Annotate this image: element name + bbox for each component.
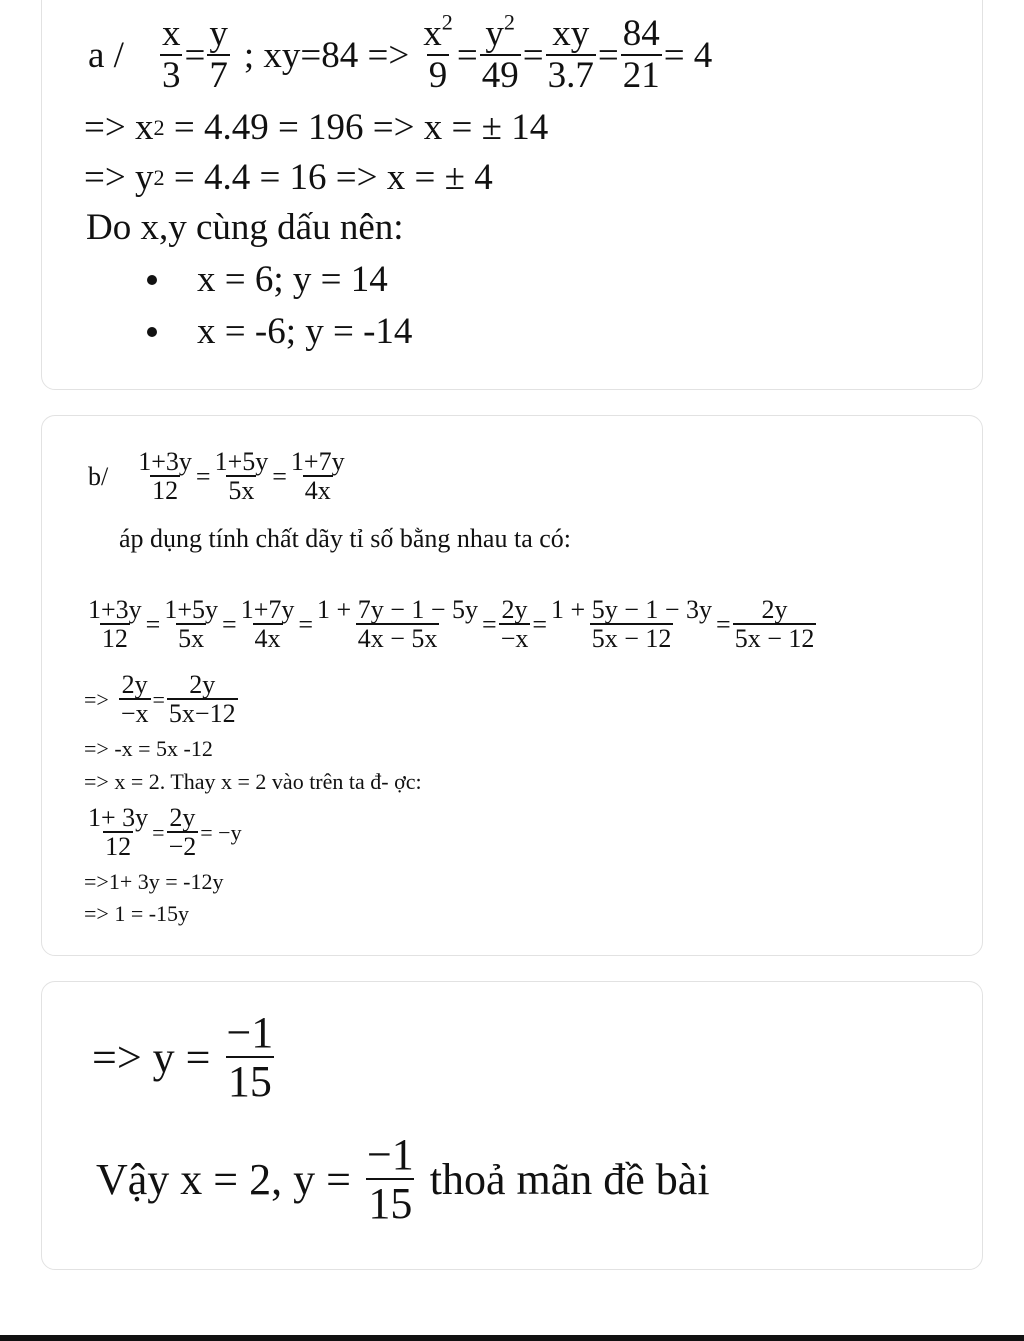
part-c-line-1: => y = $\frac{-1}{15}$: [92, 1008, 274, 1107]
fraction: $\frac{2y}{-x}$: [500, 595, 529, 654]
list-item: x = 6; y = 14: [147, 261, 388, 298]
fraction: $\frac{1+3y}{12}$: [88, 595, 142, 654]
part-b-header: b/ $\frac{1+3y}{12}$ = $\frac{1+5y}{5x}$ = $\frac{1+7y}{4x}$: [88, 447, 345, 506]
list-item: x = -6; y = -14: [147, 313, 412, 350]
fraction: $\frac{xy}{3.7}$: [547, 13, 594, 96]
fraction: $\frac{x}{3}$: [161, 13, 181, 96]
part-c-card: [41, 981, 983, 1270]
part-b-step-6: => 1 = -15y: [84, 901, 190, 926]
fraction: $\frac{1+ 3y}{12}$: [88, 803, 149, 862]
fraction: $\frac{2y}{5x - 12}$: [734, 595, 815, 654]
part-b-step-5: =>1+ 3y = -12y: [84, 869, 224, 894]
fraction: $\frac{1+5y}{5x}$: [214, 447, 269, 506]
fraction: $\frac{-1}{15}$: [366, 1130, 414, 1229]
fraction: $\frac{2y}{5x-12}$: [168, 670, 236, 729]
fraction: $\frac{2y}{-2}$: [168, 803, 197, 862]
part-b-step-2: => -x = 5x -12: [84, 736, 213, 761]
part-a-line-2: => x 2 = 4.49 = 196 => x = ± 14: [84, 107, 549, 148]
part-a-conclusion: Do x,y cùng dấu nên:: [86, 207, 404, 248]
part-b-note: áp dụng tính chất dãy tỉ số bằng nhau ta có:: [119, 524, 572, 553]
fraction: $\frac{y^2}{49}$: [481, 9, 519, 96]
bullet-icon: [147, 275, 157, 285]
part-a-card: [41, 0, 983, 390]
fraction: $\frac{1+5y}{5x}$: [164, 595, 219, 654]
fraction: $\frac{1 + 7y - 1 - 5y}{4x - 5x}$: [317, 595, 479, 654]
fraction: $\frac{y}{7}$: [209, 13, 228, 96]
part-a-line-3: => y 2 = 4.4 = 16 => x = ± 4: [84, 157, 493, 198]
fraction: $\frac{1+7y}{4x}$: [240, 595, 295, 654]
fraction: $\frac{1+3y}{12}$: [138, 447, 192, 506]
part-b-card: [41, 415, 983, 956]
fraction: $\frac{1 + 5y - 1 - 3y}{5x - 12}$: [551, 595, 713, 654]
bottom-bar: [0, 1335, 1024, 1341]
fraction: $\frac{84}{21}$: [622, 13, 660, 96]
part-b-chain: $\frac{1+3y}{12}$ = $\frac{1+5y}{5x}$ = $\frac{1+7y}{4x}$ = $\frac{1 + 7y - 1 - 5y}{4x - 5x}$ = $\frac{2y}{-x}$ = $\frac{1 + 5y - 1 - 3y}{5x - 12}$ = $\frac{2y}{5x - 12}$: [88, 595, 815, 654]
bullet-icon: [147, 327, 157, 337]
part-b-step-1: => $\frac{2y}{-x}$ = $\frac{2y}{5x-12}$: [84, 670, 236, 729]
fraction: $\frac{-1}{15}$: [226, 1008, 274, 1107]
part-a-line-1: a / $\frac{x}{3}$ = $\frac{y}{7}$ ; xy=84 => $\frac{x^2}{9}$ = $\frac{y^2}{49}$ = $\frac{xy}{3.7}$ = $\frac{84}{21}$ = 4: [88, 9, 713, 96]
fraction: $\frac{2y}{-x}$: [120, 670, 149, 729]
part-c-conclusion: Vậy x = 2, y = $\frac{-1}{15}$ thoả mãn đề bài: [96, 1130, 710, 1229]
part-a-label: a /: [88, 35, 124, 77]
fraction: $\frac{1+7y}{4x}$: [290, 447, 345, 506]
part-b-label: b/: [88, 461, 109, 491]
fraction: $\frac{x^2}{9}$: [423, 9, 453, 96]
part-b-step-4: $\frac{1+ 3y}{12}$ = $\frac{2y}{-2}$ = −y: [88, 803, 242, 862]
part-b-step-3: => x = 2. Thay x = 2 vào trên ta đ- ợc:: [84, 769, 422, 794]
